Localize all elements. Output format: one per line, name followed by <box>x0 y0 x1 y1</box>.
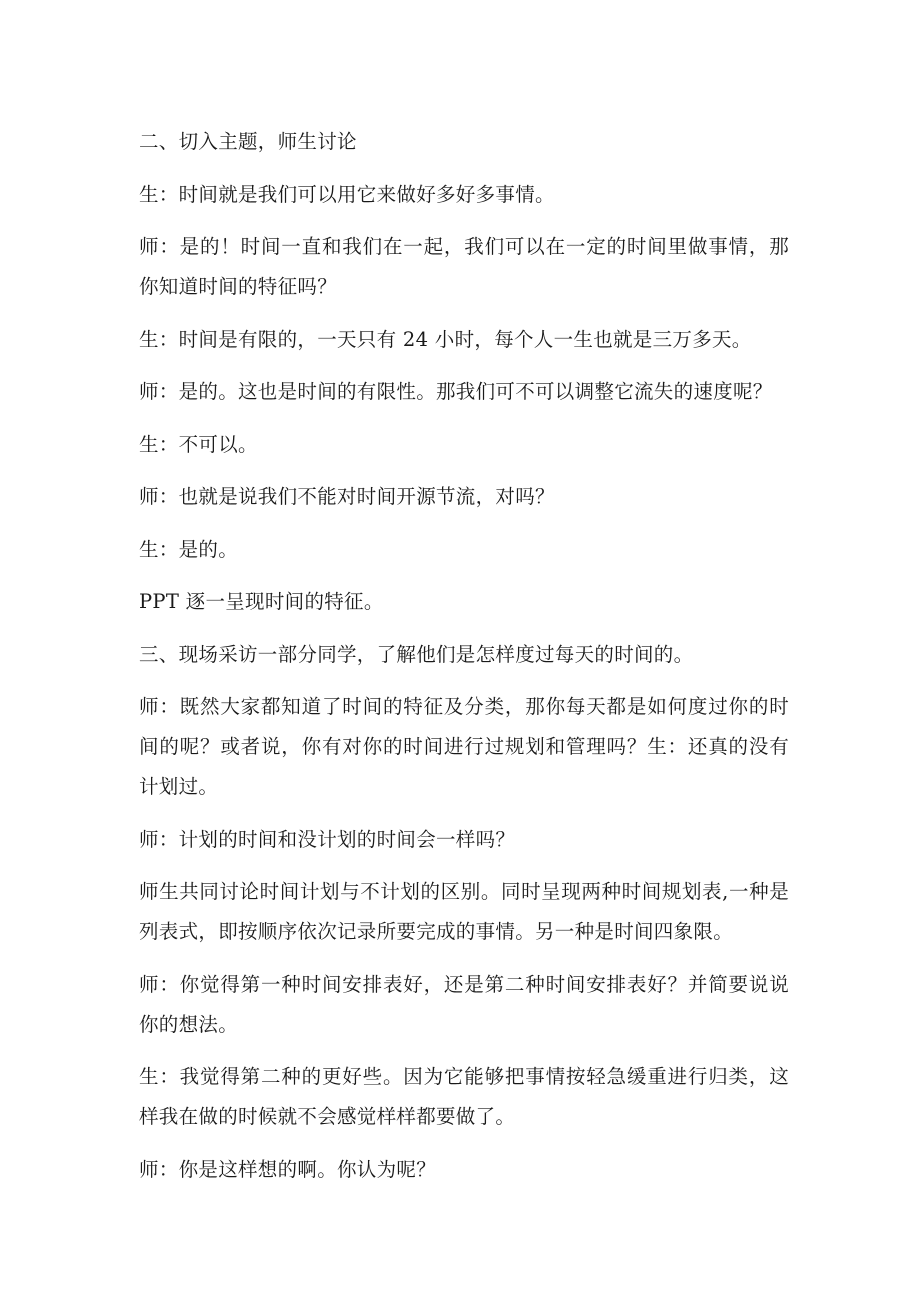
dialogue-paragraph: 生：时间是有限的，一天只有 24 小时，每个人一生也就是三万多天。 <box>139 327 752 351</box>
dialogue-paragraph: 师：是的。这也是时间的有限性。那我们可不可以调整它流失的速度呢？ <box>139 380 773 403</box>
dialogue-paragraph: 生：时间就是我们可以用它来做好多好多事情。 <box>139 182 555 206</box>
dialogue-paragraph: 师：你觉得第一种时间安排表好，还是第二种时间安排表好？并简要说说你的想法。 <box>139 972 789 1036</box>
section-heading-three: 三、现场采访一部分同学，了解他们是怎样度过每天的时间的。 <box>139 642 694 666</box>
dialogue-paragraph: 师：是的！时间一直和我们在一起，我们可以在一定的时间里做事情，那你知道时间的特征吗？ <box>139 235 789 298</box>
dialogue-paragraph: 师：既然大家都知道了时间的特征及分类，那你每天都是如何度过你的时间的呢？或者说，你有对你的时间进行过规划和管理吗？生：还真的没有计划过。 <box>139 695 789 798</box>
dialogue-paragraph: 师：你是这样想的啊。你认为呢？ <box>139 1157 437 1181</box>
section-heading-two: 二、切入主题，师生讨论 <box>139 130 357 153</box>
dialogue-paragraph: 师：计划的时间和没计划的时间会一样吗？ <box>139 827 516 851</box>
dialogue-paragraph: 生：是的。 <box>139 537 239 561</box>
narrative-paragraph: 师生共同讨论时间计划与不计划的区别。同时呈现两种时间规划表,一种是列表式，即按顺序依次记录所要完成的事情。另一种是时间四象限。 <box>139 880 789 943</box>
dialogue-paragraph: 生：我觉得第二种的更好些。因为它能够把事情按轻急缓重进行归类，这样我在做的时候就不会感觉样样都要做了。 <box>139 1065 789 1128</box>
dialogue-paragraph: 生：不可以。 <box>139 432 258 456</box>
document-body <box>139 122 789 1202</box>
dialogue-paragraph: 师：也就是说我们不能对时间开源节流，对吗？ <box>139 485 555 508</box>
narrative-paragraph: PPT 逐一呈现时间的特征。 <box>139 590 384 613</box>
